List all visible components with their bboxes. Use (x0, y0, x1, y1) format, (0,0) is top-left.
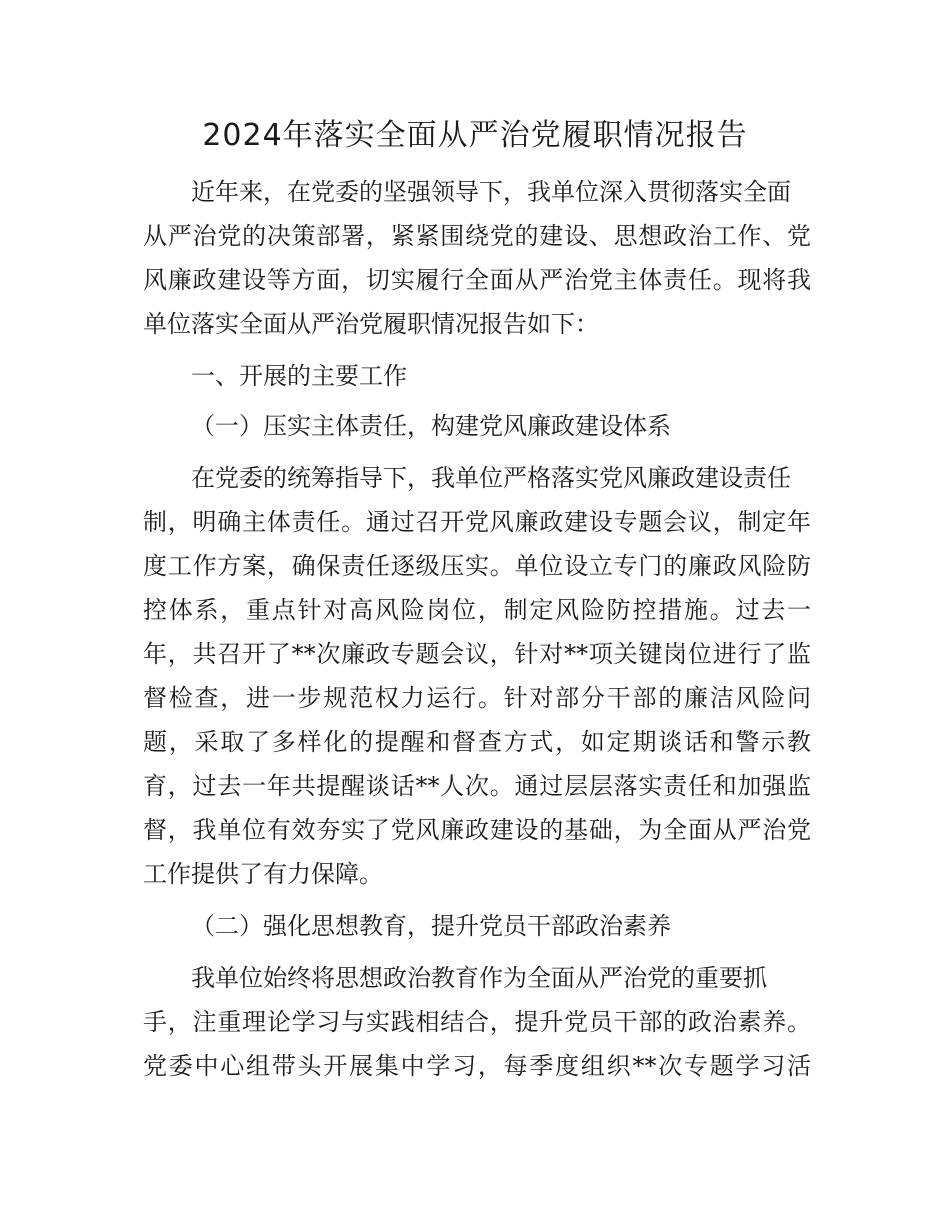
section-heading-1: 一、开展的主要工作 (191, 362, 407, 390)
subsection-heading-2: （二）强化思想教育，提升党员干部政治素养 (191, 912, 671, 940)
paragraph-intro-line-2: 从严治党的决策部署，紧紧围绕党的建设、思想政治工作、党 (143, 222, 811, 250)
paragraph-1-line-4: 控体系，重点针对高风险岗位，制定风险防控措施。过去一 (143, 596, 811, 624)
paragraph-intro-line-1: 近年来，在党委的坚强领导下，我单位深入贯彻落实全面 (191, 178, 791, 206)
paragraph-intro-line-4: 单位落实全面从严治党履职情况报告如下： (143, 310, 599, 338)
paragraph-intro-line-3: 风廉政建设等方面，切实履行全面从严治党主体责任。现将我 (143, 266, 811, 294)
paragraph-1-line-10: 工作提供了有力保障。 (143, 860, 383, 888)
paragraph-2-line-3: 党委中心组带头开展集中学习，每季度组织**次专题学习活 (143, 1052, 811, 1080)
paragraph-1-line-8: 育，过去一年共提醒谈话**人次。通过层层落实责任和加强监 (143, 772, 811, 800)
paragraph-1-line-9: 督，我单位有效夯实了党风廉政建设的基础，为全面从严治党 (143, 816, 811, 844)
paragraph-1-line-1: 在党委的统筹指导下，我单位严格落实党风廉政建设责任 (191, 464, 791, 492)
paragraph-1-line-2: 制，明确主体责任。通过召开党风廉政建设专题会议，制定年 (143, 508, 811, 536)
document-title: 2024年落实全面从严治党履职情况报告 (202, 118, 748, 153)
paragraph-1-line-3: 度工作方案，确保责任逐级压实。单位设立专门的廉政风险防 (143, 552, 811, 580)
paragraph-2-line-1: 我单位始终将思想政治教育作为全面从严治党的重要抓 (191, 964, 767, 992)
paragraph-1-line-6: 督检查，进一步规范权力运行。针对部分干部的廉洁风险问 (143, 684, 811, 712)
subsection-heading-1: （一）压实主体责任，构建党风廉政建设体系 (191, 412, 671, 440)
paragraph-1-line-7: 题，采取了多样化的提醒和督查方式，如定期谈话和警示教 (143, 728, 811, 756)
paragraph-2-line-2: 手，注重理论学习与实践相结合，提升党员干部的政治素养。 (143, 1008, 811, 1036)
paragraph-1-line-5: 年，共召开了**次廉政专题会议，针对**项关键岗位进行了监 (143, 640, 811, 668)
